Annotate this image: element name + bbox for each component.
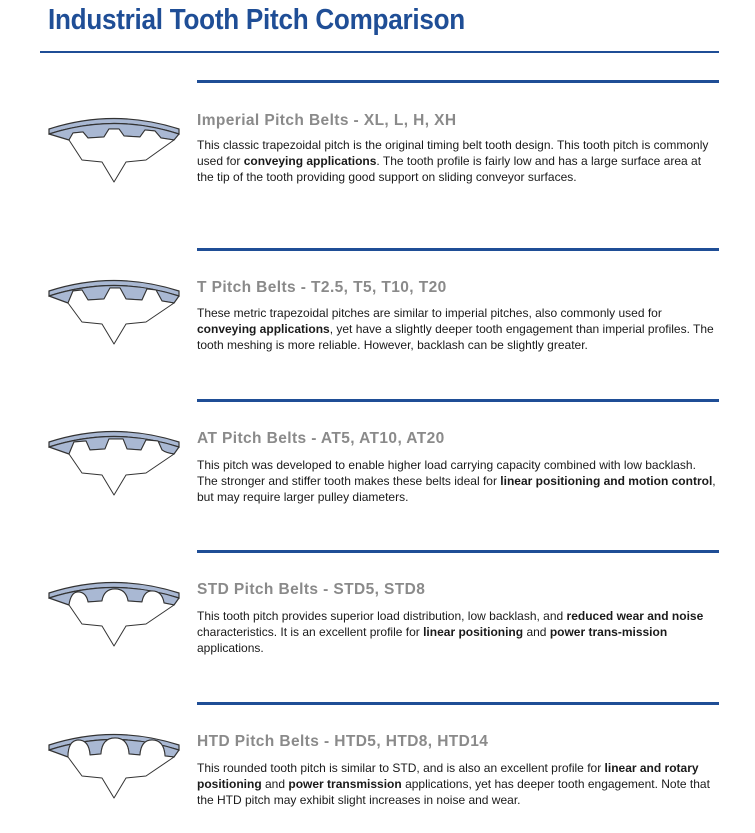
imperial-belt-diagram [44,110,184,190]
section-heading: STD Pitch Belts - STD5, STD8 [197,581,426,598]
section-heading: AT Pitch Belts - AT5, AT10, AT20 [197,430,445,447]
section-body: This classic trapezoidal pitch is the original timing belt tooth design. This tooth pitch is commonly used for conveying applications. The tooth profile is fairly low and has a large surface area at the tip of the tooth providing good support on sliding conveyor surfaces. [197,138,709,185]
section-body: This rounded tooth pitch is similar to STD, and is also an excellent profile for linear and rotary positioning and power transmission applications, yet has deeper tooth engagement. Note that the HTD pitch may exhibit slight increases in noise and wear. [197,761,710,808]
section-divider [197,702,719,705]
at-pitch-belt-diagram [44,423,184,503]
section-divider [197,80,719,83]
htd-pitch-belt-diagram [44,726,184,806]
section-divider [197,248,719,251]
section-body: This pitch was developed to enable higher load carrying capacity combined with low backlash. The stronger and stiffer tooth makes these belts ideal for linear positioning and motion control, but may require larger pulley diameters. [197,458,716,505]
section-heading: Imperial Pitch Belts - XL, L, H, XH [197,112,457,129]
section-body: These metric trapezoidal pitches are similar to imperial pitches, also commonly used for conveying applications, yet have a slightly deeper tooth engagement than imperial profiles. The tooth meshing is more reliable. However, backlash can be slightly greater. [197,306,714,353]
section-heading: HTD Pitch Belts - HTD5, HTD8, HTD14 [197,733,489,750]
section-heading: T Pitch Belts - T2.5, T5, T10, T20 [197,279,447,296]
section-divider [197,399,719,402]
title-divider [40,51,719,53]
std-pitch-belt-diagram [44,574,184,654]
section-body: This tooth pitch provides superior load distribution, low backlash, and reduced wear and noise characteristics. It is an excellent profile for linear positioning and power trans-mission applications. [197,609,704,656]
page-title: Industrial Tooth Pitch Comparison [48,4,465,36]
section-divider [197,550,719,553]
t-pitch-belt-diagram [44,272,184,352]
